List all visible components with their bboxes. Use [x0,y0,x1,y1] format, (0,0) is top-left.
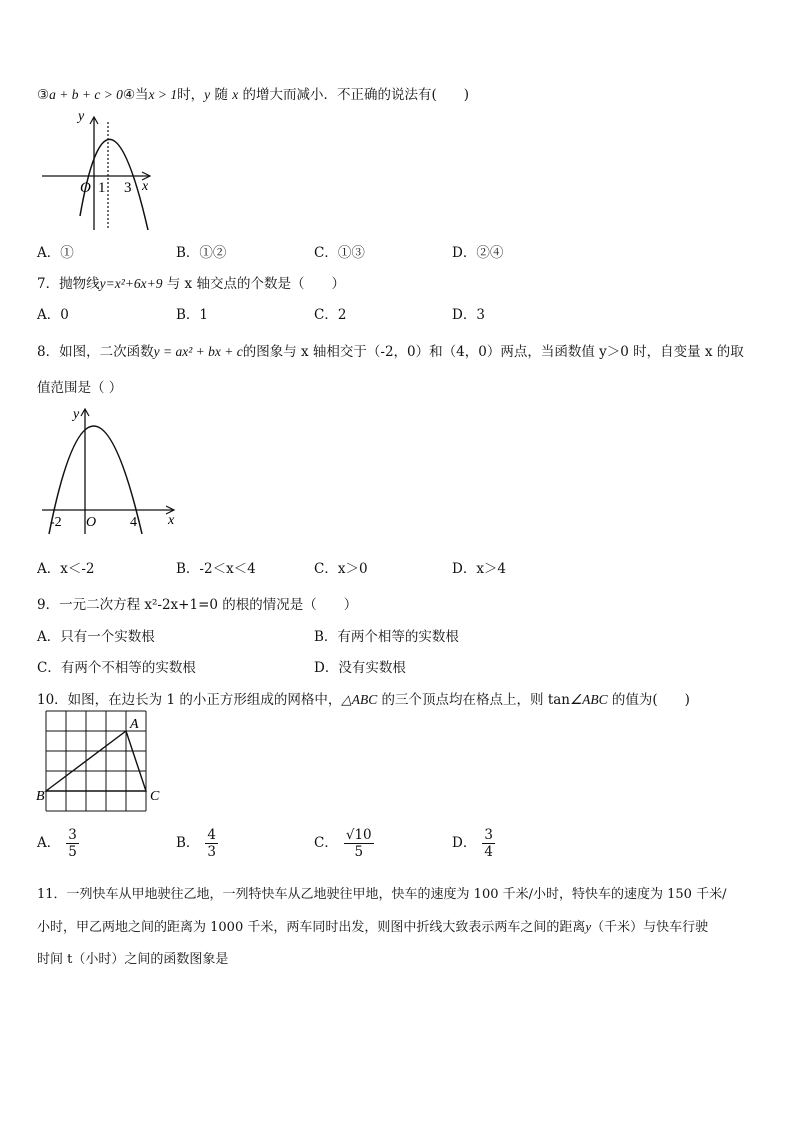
q9-statement: 9．一元二次方程 x²-2x+1=0 的根的情况是（ ） [37,597,358,613]
q8-y-label: y [73,407,80,422]
q6-statement: ③a + b + c > 0④当x > 1时，y 随 x 的增大而减小．不正确的说法有( ) [37,87,470,103]
q8-tick-neg2: -2 [50,515,62,530]
q9-option-b[interactable]: B．有两个相等的实数根 [314,629,459,645]
q8-option-c[interactable]: C．x＞0 [314,561,368,577]
q10-option-b[interactable]: B． $\frac{4}{3}$ [176,827,217,860]
q7-option-b[interactable]: B．1 [176,307,209,323]
q10-option-d[interactable]: D． $\frac{3}{4}$ [452,827,493,860]
q10-option-d-fraction: $\frac{3}{4}$ [484,827,493,860]
q8-statement: 8．如图，二次函数y = ax² + bx + c的图象与 x 轴相交于（-2，0）和（4，0）两点，当函数值 y＞0 时，自变量 x 的取 [37,344,744,360]
q6-option-b[interactable]: B．①② [176,245,227,261]
q10-option-c[interactable]: C． $\frac{√10}{5}$ [314,827,372,860]
q10-triangle-abc [46,731,146,791]
q8-tick-4: 4 [130,515,137,530]
q8-option-b[interactable]: B．-2＜x＜4 [176,561,256,577]
q6-x-label: x [142,179,149,194]
q6-option-a[interactable]: A．① [37,245,74,261]
q6-origin-label: O [80,180,91,196]
q7-option-c[interactable]: C．2 [314,307,347,323]
q10-vertex-a: A [130,717,139,732]
q6-parabola-graph [38,106,156,230]
q10-vertex-b: B [36,789,45,804]
q11-statement-line1: 11．一列快车从甲地驶往乙地，一列特快车从乙地驶往甲地，快车的速度为 100 千米/小时，特快车的速度为 150 千米/ [37,887,727,902]
q10-option-a[interactable]: A． $\frac{3}{5}$ [37,827,77,860]
q6-tick-3: 3 [124,180,132,196]
q10-statement: 10．如图，在边长为 1 的小正方形组成的网格中，△ABC 的三个顶点均在格点上，则 tan∠ABC 的值为( ) [37,692,690,708]
q8-option-a[interactable]: A．x＜-2 [37,561,95,577]
q8-option-d[interactable]: D．x＞4 [452,561,507,577]
q8-x-label: x [168,513,175,528]
q10-option-b-fraction: $\frac{4}{3}$ [207,827,217,860]
q6-tick-1: 1 [98,180,106,196]
q6-y-label: y [78,109,85,124]
q7-option-a[interactable]: A．0 [37,307,69,323]
q10-option-c-fraction: $\frac{√10}{5}$ [345,827,372,860]
q10-option-a-fraction: $\frac{3}{5}$ [68,827,77,860]
q7-statement: 7．抛物线y=x²+6x+9 与 x 轴交点的个数是（ ） [37,276,345,292]
q6-option-c[interactable]: C．①③ [314,245,365,261]
q9-option-d[interactable]: D．没有实数根 [314,660,406,676]
q10-vertex-c: C [150,789,160,804]
q11-statement-line2: 小时，甲乙两地之间的距离为 1000 千米，两车同时出发，则图中折线大致表示两车之间的距离y（千米）与快车行驶 [37,919,709,935]
q6-option-d[interactable]: D．②④ [452,245,504,261]
q8-parabola-graph [38,402,178,538]
q9-option-a[interactable]: A．只有一个实数根 [37,629,155,645]
q9-option-c[interactable]: C．有两个不相等的实数根 [37,660,196,676]
q8-origin-label: O [86,515,97,530]
q8-statement-line2: 值范围是（ ） [37,380,123,396]
q10-grid-figure [34,708,164,814]
q7-option-d[interactable]: D．3 [452,307,485,323]
q11-statement-line3: 时间 t（小时）之间的函数图象是 [37,952,229,967]
